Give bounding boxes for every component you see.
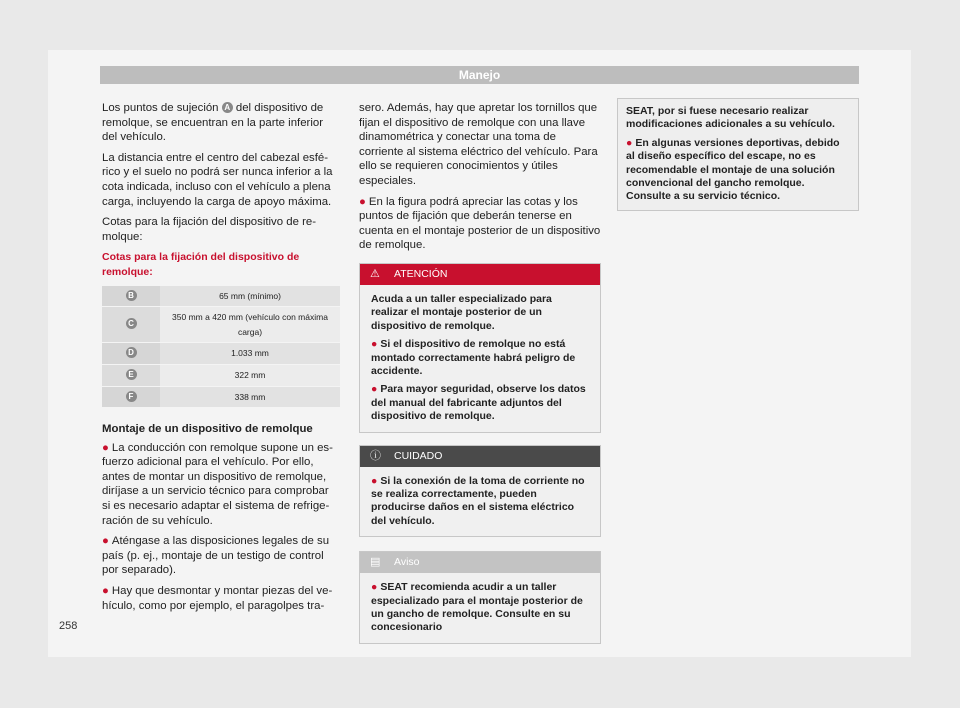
marker-b-icon: B (126, 290, 137, 301)
aviso-box (359, 551, 601, 644)
table-row (102, 307, 340, 343)
list-item (371, 338, 589, 378)
list-item (626, 137, 850, 204)
list-item-text: SEAT recomienda acudir a un taller especializado para el montaje posterior de un gancho de remolque. Consulte en su concesionario (371, 581, 583, 634)
aviso-body (360, 573, 600, 643)
bullet-icon: ● (102, 585, 109, 598)
bullet-icon: ● (371, 474, 378, 487)
paragraph-attachment-points (102, 101, 340, 145)
aviso-label: Aviso (394, 556, 420, 569)
table-key (102, 364, 160, 386)
note-text: SEAT, por si fuese necesario realizar modificaciones adicionales a su vehículo. (626, 105, 835, 131)
atencion-label: ATENCIÓN (394, 267, 448, 280)
caution-circle-icon: ⓘ (370, 449, 381, 462)
list-item (102, 441, 340, 529)
list-item-text: Si el dispositivo de remolque no está montado correctamente habrá peligro de accidente. (371, 338, 576, 377)
bullet-icon: ● (371, 383, 378, 396)
marker-c-icon: C (126, 318, 137, 329)
bullet-icon: ● (102, 441, 109, 454)
cuidado-header (360, 446, 600, 467)
page-number: 258 (59, 620, 78, 632)
marker-a-icon: A (222, 102, 233, 113)
table-row (102, 286, 340, 307)
bullet-icon: ● (626, 136, 633, 149)
paragraph-distance: La distancia entre el centro del cabezal esférico y el suelo no podrá ser nunca inferior a la cota indicada, incluso con el vehículo a plena carga, incluyendo la carga de apoyo máxima. (102, 151, 333, 208)
section-title: Montaje de un dispositivo de remolque (102, 423, 313, 436)
list-item (371, 475, 589, 529)
list-item (359, 195, 601, 253)
atencion-box (359, 263, 601, 433)
list-item-text: En algunas versiones deportivas, debido al diseño específico del escape, no es recomendable el montaje de una solución convencional del gancho remolque. Consulte a su servicio técnico. (626, 136, 840, 203)
note-icon: ▤ (370, 556, 381, 569)
column-middle (359, 101, 601, 644)
dimensions-table (102, 286, 340, 409)
list-item-text: Aténgase a las disposiciones legales de su país (p. ej., montaje de un testigo de control por separado). (102, 535, 330, 577)
table-value: 65 mm (mínimo) (160, 286, 340, 307)
marker-e-icon: E (126, 369, 137, 380)
atencion-header (360, 264, 600, 285)
marker-d-icon: D (126, 347, 137, 358)
aviso-header (360, 552, 600, 573)
table-key (102, 343, 160, 365)
table-key (102, 386, 160, 408)
note-box-continuation (617, 98, 859, 211)
atencion-body (360, 285, 600, 432)
paragraph-continuation: sero. Además, hay que apretar los tornillos que fijan el dispositivo de remolque con una llave dinamométrica y conectar una toma de corriente al sistema eléctrico del vehículo. Para ello se requieren conocimientos y útiles especiales. (359, 102, 598, 187)
list-item (102, 584, 340, 613)
table-value: 322 mm (160, 364, 340, 386)
bullet-icon: ● (371, 581, 378, 594)
cuidado-box (359, 445, 601, 538)
list-item (102, 534, 340, 578)
list-item-text: En la figura podrá apreciar las cotas y los puntos de fijación que deberán tenerse en cuenta en el montaje posterior de un dispositivo de remolque. (359, 195, 601, 252)
list-item-text: Para mayor seguridad, observe los datos del manual del fabricante adjuntos del dispositivo de remolque. (371, 383, 586, 423)
list-item-text: Si la conexión de la toma de corriente no se realiza correctamente, pueden producirse daños en el sistema eléctrico del vehículo. (371, 474, 585, 527)
bullet-icon: ● (102, 535, 109, 548)
column-left (102, 101, 340, 619)
page-header: Manejo (100, 66, 859, 84)
text-segment: Los puntos de sujeción (102, 102, 219, 114)
table-row (102, 364, 340, 386)
table-row (102, 386, 340, 408)
column-right (617, 98, 859, 211)
cuidado-body (360, 467, 600, 537)
marker-f-icon: F (126, 391, 137, 402)
list-item-text: Hay que desmontar y montar piezas del vehículo, como por ejemplo, el paragolpes tra- (102, 585, 333, 612)
table-value: 350 mm a 420 mm (vehículo con máxima carga) (160, 307, 340, 343)
table-key (102, 307, 160, 343)
paragraph-cotas: Cotas para la fijación del dispositivo de remolque: (102, 216, 317, 243)
table-value: 338 mm (160, 386, 340, 408)
bullet-icon: ● (371, 338, 378, 351)
table-title: Cotas para la fijación del dispositivo de remolque: (102, 251, 300, 278)
table-row (102, 343, 340, 365)
list-item (371, 383, 589, 423)
atencion-intro: Acuda a un taller especializado para realizar el montaje posterior de un dispositivo de remolque. (371, 292, 552, 332)
table-value: 1.033 mm (160, 343, 340, 365)
bullet-icon: ● (359, 195, 366, 208)
list-item (371, 581, 589, 635)
table-key (102, 286, 160, 307)
cuidado-label: CUIDADO (394, 449, 443, 462)
warning-triangle-icon: ⚠ (370, 267, 380, 280)
list-item-text: La conducción con remolque supone un esfuerzo adicional para el vehículo. Por ello, antes de montar un dispositivo de remolque, diríjase a un servicio técnico para comprobar si es necesario adaptar el sistema de refrigeración de su vehículo. (102, 441, 333, 527)
text-segment: del dispositivo de remolque, se encuentran en la parte inferior del vehículo. (102, 102, 324, 144)
